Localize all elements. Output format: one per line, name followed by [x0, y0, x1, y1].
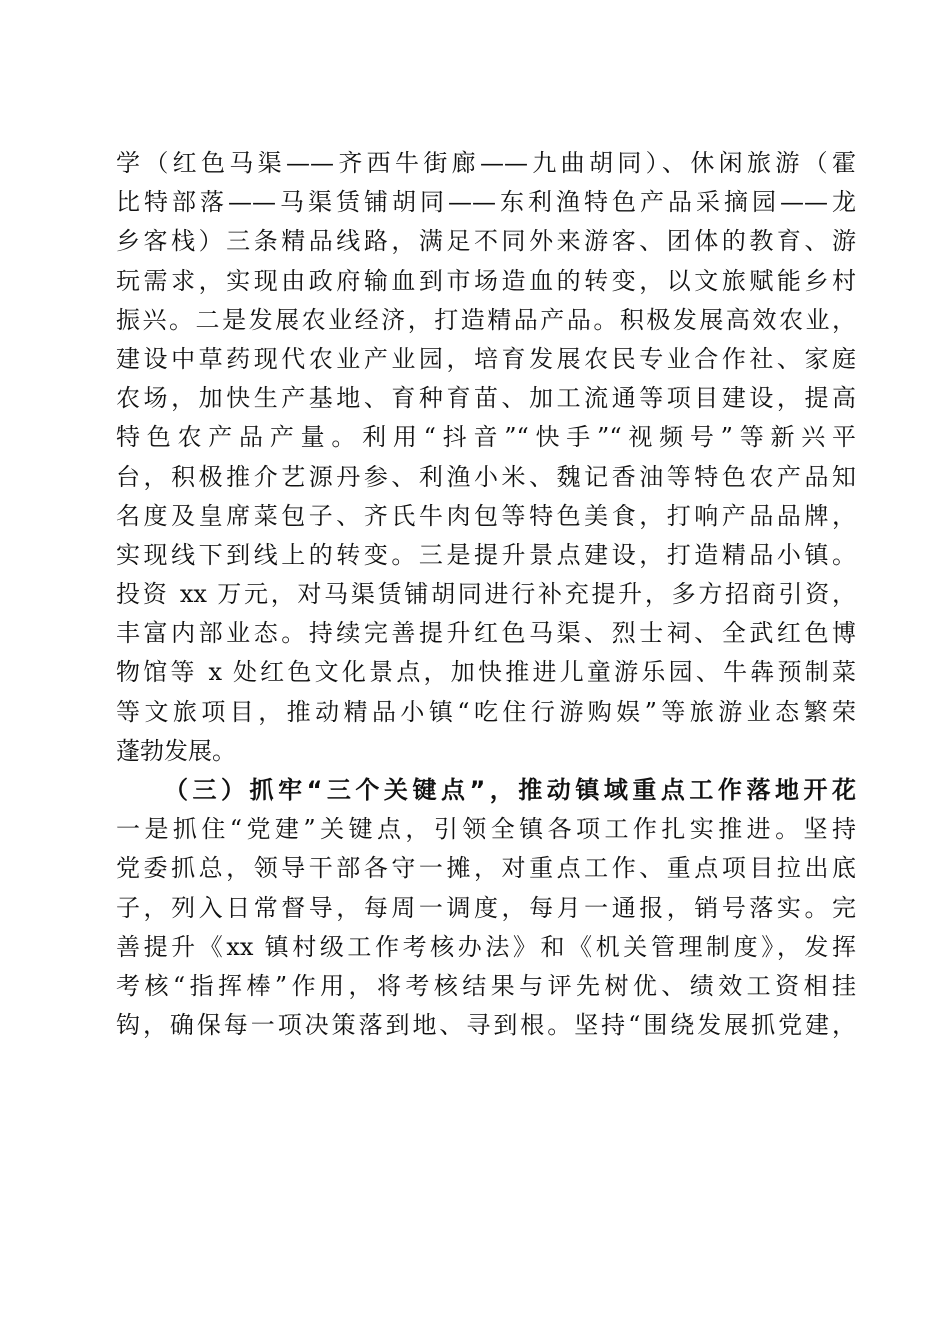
- paragraph-line: 钩，确保每一项决策落到地、寻到根。坚持“围绕发展抓党建，: [116, 1011, 856, 1040]
- paragraph-line: 考核“指挥棒”作用，将考核结果与评先树优、绩效工资相挂: [116, 971, 856, 1000]
- paragraph-line: 等文旅项目，推动精品小镇“吃住行游购娱”等旅游业态繁荣: [116, 697, 856, 726]
- paragraph-line: 善提升《xx 镇村级工作考核办法》和《机关管理制度》，发挥: [116, 932, 856, 961]
- paragraph-line: 建设中草药现代农业产业园，培育发展农民专业合作社、家庭: [116, 344, 856, 373]
- section-heading: （三）抓牢“三个关键点”，推动镇域重点工作落地开花: [164, 776, 856, 804]
- paragraph-line: 乡客栈）三条精品线路，满足不同外来游客、团体的教育、游: [116, 227, 856, 256]
- paragraph-line: 比特部落——马渠赁铺胡同——东利渔特色产品采摘园——龙: [116, 188, 856, 217]
- paragraph-line: 农场，加快生产基地、育种育苗、加工流通等项目建设，提高: [116, 384, 856, 413]
- paragraph-line: 玩需求，实现由政府输血到市场造血的转变，以文旅赋能乡村: [116, 266, 856, 295]
- paragraph-line: 子，列入日常督导，每周一调度，每月一通报，销号落实。完: [116, 893, 856, 922]
- paragraph-line: 振兴。二是发展农业经济，打造精品产品。积极发展高效农业，: [116, 305, 856, 334]
- body-text: [116, 144, 856, 1045]
- paragraph-line: 特色农产品产量。利用“抖音”“快手”“视频号”等新兴平: [116, 423, 856, 452]
- paragraph-line: 一是抓住“党建”关键点，引领全镇各项工作扎实推进。坚持: [116, 815, 856, 844]
- paragraph-line: 投资 xx 万元，对马渠赁铺胡同进行补充提升，多方招商引资，: [116, 580, 856, 609]
- paragraph-line: 物馆等 x 处红色文化景点，加快推进儿童游乐园、牛犇预制菜: [116, 658, 856, 687]
- paragraph-line: 名度及皇席菜包子、齐氏牛肉包等特色美食，打响产品品牌，: [116, 501, 856, 530]
- paragraph-line: 丰富内部业态。持续完善提升红色马渠、烈士祠、全武红色博: [116, 619, 856, 648]
- paragraph-line: 学（红色马渠——齐西牛街廊——九曲胡同）、休闲旅游（霍: [116, 149, 856, 177]
- paragraph-line: 实现线下到线上的转变。三是提升景点建设，打造精品小镇。: [116, 540, 856, 569]
- paragraph-line: 台，积极推介艺源丹参、利渔小米、魏记香油等特色农产品知: [116, 462, 856, 491]
- paragraph-line: 党委抓总，领导干部各守一摊，对重点工作、重点项目拉出底: [116, 854, 856, 883]
- paragraph-line: 蓬勃发展。: [116, 736, 236, 765]
